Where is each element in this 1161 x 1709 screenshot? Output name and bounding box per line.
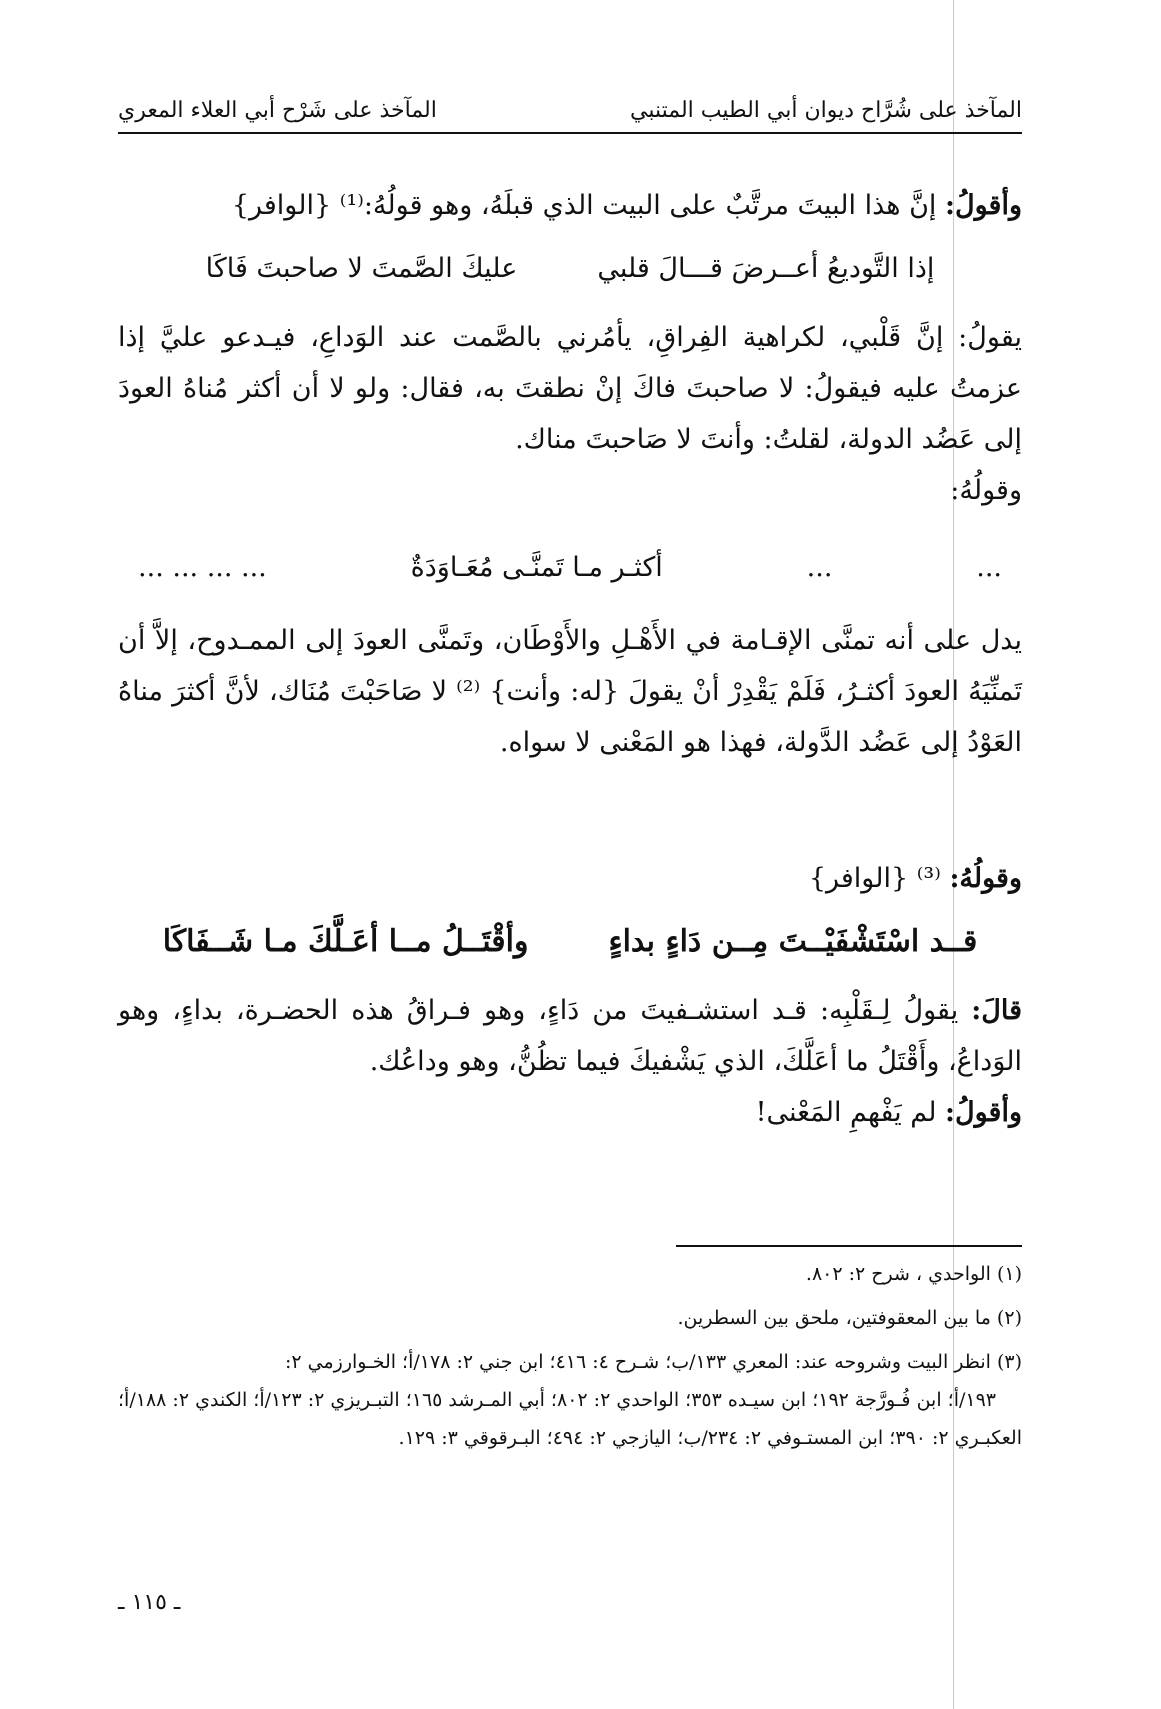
footnote-rule — [676, 1245, 1022, 1247]
footnote-1: (١) الواحدي ، شرح ٢: ٨٠٢. — [805, 1263, 1022, 1285]
main-text — [118, 180, 1022, 1138]
footnotes — [118, 1255, 1022, 1463]
verse-hemistich-second: عليكَ الصَّمتَ لا صاحبتَ فَاكَا — [205, 253, 518, 284]
lead-word: قالَ: — [971, 995, 1022, 1026]
verse-line-3 — [118, 916, 1022, 967]
verse-hemistich-first: قــد اسْتَشْفَيْــتَ مِــن دَاءٍ بداءٍ — [608, 924, 978, 959]
paragraph-commentary-1: يقولُ: إنَّ قَلْبي، لكراهية الفِراقِ، يأمُرني بالصَّمت عند الوَداعِ، فيـدعو عليَّ إذا عزمتُ عليه فيقولُ: لا صاحبتَ فاكَ إنْ نطقتَ به، فقال: ولو لا أن أكثر مُناهُ العودَ إلى عَضُد الدولة، لقلتُ: وأنتَ لا صَاحبتَ مناك. — [118, 322, 1022, 455]
lead-word: وقولُهُ: — [950, 475, 1022, 506]
verse-hemistich-second: وأقْتَــلُ مــا أعَـلَّكَ مـا شَــفَاكَا — [162, 924, 529, 959]
footnote-3-continuation: ١٩٣/أ؛ ابن فُـورَّجة ١٩٢؛ ابن سيـده ٣٥٣؛ الواحدي ٢: ٨٠٢؛ أبي المـرشد ١٦٥؛ التبـريزي ٢: ١٢٣/أ؛ الكندي ٢: ١٨٨/أ؛ العكبـري ٢: ٣٩٠؛ ابن المستـوفي ٢: ٢٣٤/ب؛ اليازجي ٢: ٤٩٤؛ البـرقوقي ٣: ١٢٩. — [118, 1389, 1022, 1449]
lead-word: وقولُهُ: — [949, 863, 1022, 894]
header-chapter-title: المآخذ على شَرْح أبي العلاء المعري — [118, 97, 437, 123]
verse-hemistich-first: إذا التَّوديعُ أعــرضَ قـــالَ قلبي — [597, 253, 935, 284]
header-book-title: المآخذ على شُرَّاح ديوان أبي الطيب المتنبي — [630, 97, 1022, 123]
running-header — [118, 90, 1022, 130]
paragraph-text: ⁽³⁾ {الوافر} — [808, 863, 950, 894]
verse-line-1 — [118, 243, 1022, 294]
footnote-3-first-line: (٣) انظر البيت وشروحه عند: المعري ١٣٣/ب؛ شـرح ٤: ٤١٦؛ ابن جني ٢: ١٧٨/أ؛ الخـوارزمي ٢: — [285, 1351, 1022, 1373]
page-number: ـ ١١٥ ـ — [118, 1590, 181, 1615]
verse-fragment: أكثـر مـا تَمنَّـى مُعَـاوَدَةٌ — [410, 552, 663, 583]
lead-word: وأقولُ: — [945, 1097, 1022, 1128]
footnote-3 — [118, 1343, 1022, 1457]
paragraph-intro — [118, 180, 1022, 231]
paragraph-lead-2 — [118, 465, 1022, 516]
lead-word: وأقولُ: — [945, 190, 1022, 221]
verse-line-2 — [118, 542, 1022, 593]
paragraph-text: إنَّ هذا البيتَ مرتَّبٌ على البيت الذي قبلَهُ، وهو قولُهُ:⁽¹⁾ {الوافر} — [231, 190, 946, 221]
paragraph-conclusion — [118, 1087, 1022, 1138]
paragraph-text: لم يَفْهمِ المَعْنى! — [755, 1097, 946, 1128]
section-gap — [118, 768, 1022, 853]
footnote-2: (٢) ما بين المعقوفتين، ملحق بين السطرين. — [677, 1307, 1022, 1329]
paragraph-commentary-2: يدل على أنه تمنَّى الإقـامة في الأَهْـلِ والأَوْطَان، وتَمنَّى العودَ إلى الممـدوح، إلاَّ أن تَمنِّيَهُ العودَ أكثـرُ، فَلَمْ يَقْدِرْ أنْ يقولَ {له: وأنت} ⁽²⁾ لا صَاحَبْتَ مُنَاك، لأنَّ أكثرَ مناهُ العَوْدُ إلى عَضُد الدَّولة، فهذا هو المَعْنى لا سواه. — [118, 625, 1022, 758]
verse-dots: ... — [976, 552, 1002, 583]
paragraph-text: يقولُ لِـقَلْبِه: قـد استشـفيتَ من دَاءٍ، وهو فـراقُ هذه الحضـرة، بداءٍ، وهو الوَداعُ، وأَقْتَلُ ما أعَلَّكَ، الذي يَشْفيكَ فيما تظُنُّ، وهو وداعُك. — [118, 995, 1022, 1077]
paragraph-commentary-3 — [118, 985, 1022, 1087]
paragraph-intro-3 — [118, 853, 1022, 904]
verse-dots: ... — [806, 552, 833, 583]
header-rule — [118, 132, 1022, 134]
verse-dots: ... ... ... ... — [138, 552, 267, 583]
